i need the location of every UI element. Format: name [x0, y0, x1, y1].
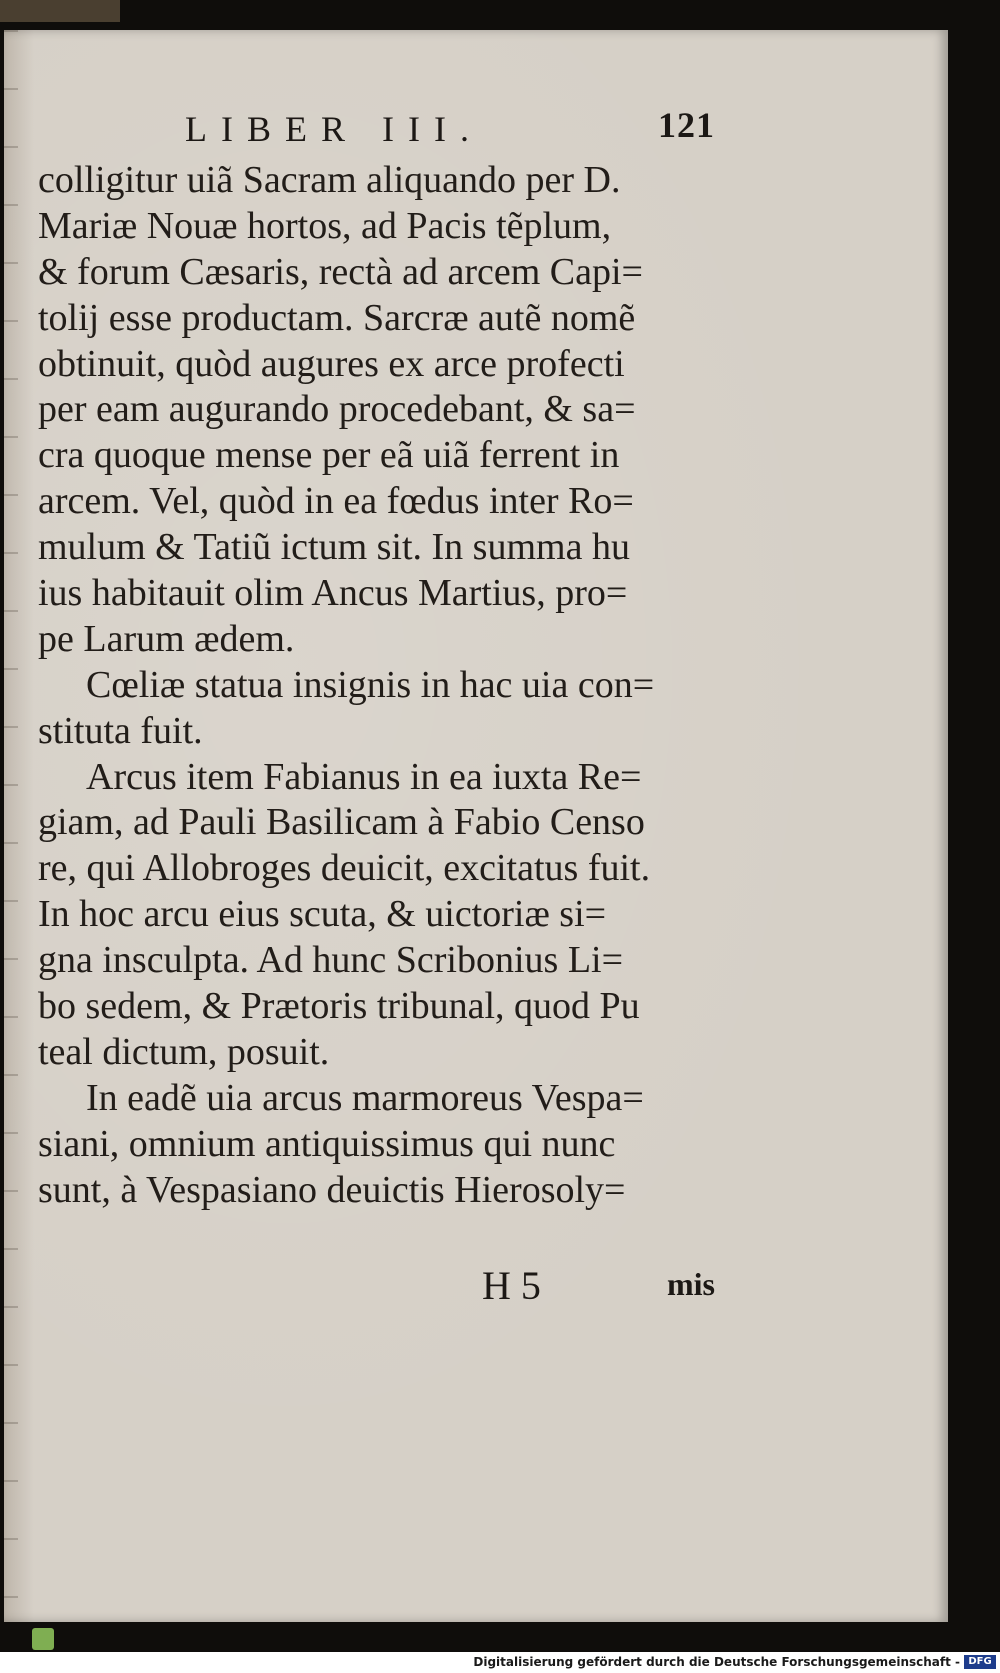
text-line: siani, omnium antiquissimus qui nunc [38, 1122, 616, 1165]
text-line: stituta fuit. [38, 709, 203, 752]
catchword: mis [667, 1266, 715, 1302]
text-line: obtinuit, quòd augures ex arce profecti [38, 342, 625, 385]
text-line: mulum & Tatiũ ictum sit. In summa hu [38, 526, 630, 569]
text-line: bo sedem, & Prætoris tribunal, quod Pu [38, 985, 640, 1028]
text-line: giam, ad Pauli Basilicam à Fabio Censo [38, 801, 645, 844]
bookmark-ribbon [32, 1628, 54, 1650]
signature-mark: H 5 [482, 1263, 541, 1308]
text-line: colligitur uiã Sacram aliquando per D. [38, 159, 621, 201]
text-line: per eam augurando procedebant, & sa= [38, 388, 636, 431]
text-line: Arcus item Fabianus in ea iuxta Re= [86, 755, 642, 798]
text-line: Mariæ Nouæ hortos, ad Pacis tẽplum, [38, 204, 612, 247]
text-line: teal dictum, posuit. [38, 1030, 330, 1073]
text-line: In eadẽ uia arcus marmoreus Vespa= [86, 1076, 644, 1119]
dfg-logo: DFG [964, 1655, 996, 1669]
text-line: Cœliæ statua insignis in hac uia con= [86, 663, 655, 706]
spine-shadow [4, 30, 18, 1622]
signature-line [482, 1262, 782, 1309]
text-line: sunt, à Vespasiano deuictis Hierosoly= [38, 1168, 626, 1211]
text-line: In hoc arcu eius scuta, & uictoriæ si= [38, 893, 607, 936]
text-line: pe Larum ædem. [38, 617, 295, 660]
binding-edge [0, 0, 120, 22]
text-line: arcem. Vel, quòd in ea fœdus inter Ro= [38, 480, 634, 523]
text-line: ius habitauit olim Ancus Martius, pro= [38, 572, 628, 615]
footer-bar [0, 1652, 1000, 1673]
footer-credit: Digitalisierung gefördert durch die Deutsche Forschungsgemeinschaft - [473, 1655, 960, 1669]
text-line: re, qui Allobroges deuicit, excitatus fuit. [38, 847, 651, 890]
text-line: cra quoque mense per eã uiã ferrent in [38, 434, 620, 477]
running-header: LIBER III. [185, 109, 483, 149]
text-line: tolij esse productam. Sarcræ autẽ nomẽ [38, 296, 636, 339]
page-number: 121 [658, 105, 715, 145]
text-line: & forum Cæsaris, rectà ad arcem Capi= [38, 250, 643, 293]
text-line: gna insculpta. Ad hunc Scribonius Li= [38, 939, 624, 982]
body-text [38, 158, 746, 1213]
